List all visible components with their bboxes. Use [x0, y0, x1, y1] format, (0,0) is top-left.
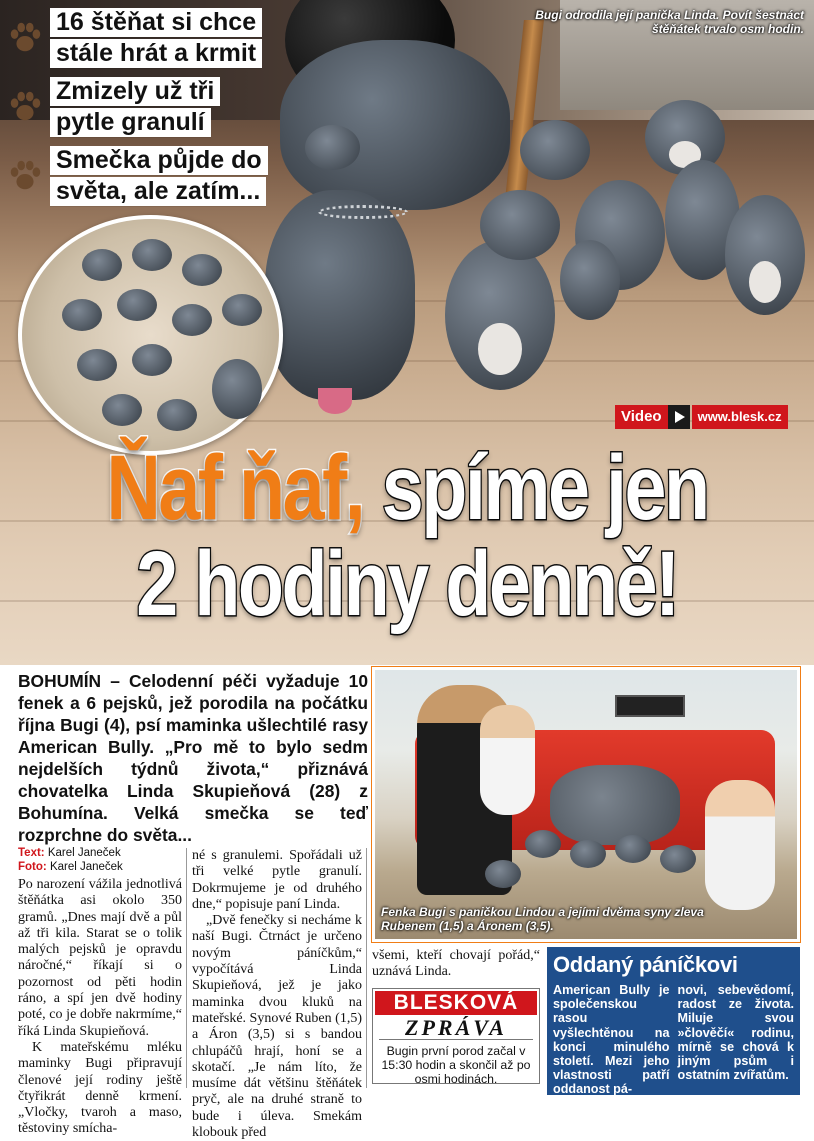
column-divider: [186, 848, 187, 1088]
credit-photo-label: Foto:: [18, 861, 47, 873]
kicker-line: stále hrát a krmit: [50, 39, 262, 68]
puppy: [305, 125, 360, 170]
kicker-item: [6, 77, 282, 139]
flash-text: Bugin první porod začal v 15:30 hodin a skončil až po osmi hodinách.: [381, 1044, 531, 1086]
puppy: [212, 359, 262, 419]
kicker-line: světa, ale zatím...: [50, 177, 266, 206]
puppy: [660, 845, 696, 873]
puppy: [157, 399, 197, 431]
flash-title: BLESKOVÁ: [375, 991, 537, 1015]
kicker-item: [6, 8, 282, 70]
inset-photo-puppies: [18, 215, 283, 455]
puppy: [102, 394, 142, 426]
photo-toddler: [480, 705, 535, 815]
kicker-headlines: [6, 8, 282, 215]
puppy: [62, 299, 102, 331]
puppy: [725, 195, 805, 315]
main-headline: [73, 437, 740, 635]
kicker-item: [6, 146, 282, 208]
puppy: [172, 304, 212, 336]
kicker-line: pytle granulí: [50, 108, 211, 137]
photo-tv: [615, 695, 685, 717]
puppy: [560, 240, 620, 320]
puppy: [520, 120, 590, 180]
mother-dog-head: [265, 190, 415, 400]
credits: [18, 846, 123, 874]
sidebar-title: Oddaný páníčkovi: [553, 952, 738, 977]
body-column-1: [18, 877, 182, 1138]
paw-icon: [6, 18, 44, 56]
puppy: [182, 254, 222, 286]
sidebar-columns: [547, 981, 800, 1099]
credit-photo-author: Karel Janeček: [49, 861, 123, 873]
kicker-line: 16 štěňat si chce: [50, 8, 262, 37]
body-paragraph: K mateřskému mléku maminky Bugi připravují členové její rodiny ještě čtyřikrát denně krmení. „Vločky, tvaroh a maso, těstoviny smícha-: [18, 1039, 182, 1137]
dog-tongue: [318, 388, 352, 414]
body-paragraph: všemi, kteří chovají pořád,“ uznává Linda.: [372, 948, 540, 980]
paw-icon: [6, 156, 44, 194]
sidebar-column-1: American Bully je společenskou rasou vyšlechtěnou na konci minulého století. Mezi jeho vlastnosti patří oddanost pá-: [553, 983, 670, 1097]
puppy: [132, 239, 172, 271]
credit-text-label: Text:: [18, 847, 45, 859]
photo-mother-dog: [550, 765, 680, 845]
flash-news-box: [372, 988, 540, 1084]
sidebar-column-2: novi, sebevědomí, radost ze života. Miluje svou »člověčí« rodinu, mírně se chová k jiným psům i ostatním zvířatům.: [677, 983, 794, 1083]
puppy: [445, 240, 555, 390]
puppy: [615, 835, 651, 863]
puppy: [82, 249, 122, 281]
puppy: [117, 289, 157, 321]
mother-dog-body: [280, 40, 510, 210]
dog-chain-collar: [318, 205, 408, 219]
hero-photo-caption: Bugi odrodila její panička Linda. Povít šestnáct štěňátek trvalo osm hodin.: [535, 8, 804, 36]
video-link[interactable]: [615, 405, 788, 429]
puppy: [132, 344, 172, 376]
family-photo: [372, 667, 800, 942]
headline-orange: Ňaf ňaf,: [106, 437, 364, 539]
family-photo-caption: Fenka Bugi s paničkou Lindou a jejími dvěma syny zleva Rubenem (1,5) a Áronem (3,5).: [381, 905, 704, 933]
kicker-line: Zmizely už tři: [50, 77, 220, 106]
flash-subtitle: ZPRÁVA: [379, 1017, 533, 1040]
video-label[interactable]: Video: [615, 405, 668, 429]
puppy: [570, 840, 606, 868]
video-url[interactable]: www.blesk.cz: [692, 405, 788, 429]
play-icon[interactable]: [668, 405, 690, 429]
puppy: [222, 294, 262, 326]
puppy: [77, 349, 117, 381]
photo-boy: [705, 780, 775, 910]
headline-line-1: [73, 437, 740, 539]
headline-line-2: 2 hodiny denně!: [136, 533, 678, 635]
puppy: [485, 860, 521, 888]
body-paragraph: Po narození vážila jednotlivá štěňátka asi okolo 350 gramů. „Dnes mají dvě a půl až tři kila. Starat se o tolik malých pejsků je opravdu náročné,“ říkají si o pozornost od pěti hodin ráno, a spí jen dvě hodiny poté, co je dobře nakrmíme,“ říká Linda Skupieňová.: [18, 877, 182, 1039]
body-column-2: [192, 848, 362, 1141]
kicker-line: Smečka půjde do: [50, 146, 268, 175]
sidebar-box: [547, 947, 800, 1095]
credit-text-author: Karel Janeček: [47, 847, 121, 859]
body-paragraph: „Dvě fenečky si necháme k naší Bugi. Čtrnáct je určeno novým páníčkům,“ vypočítává Linda Skupieňová, jež je jako maminka dvou kluků na mateřské. Synové Ruben (1,5) a Áron (3,5) si s bandou chlupáčů hrají, honí se a skotačí. „Je nám líto, že musíme dát většinu štěňátek pryč, ale na druhé straně to bude i úleva. Smekám klobouk před: [192, 913, 362, 1141]
lead-paragraph: BOHUMÍN – Celodenní péči vyžaduje 10 fenek a 6 pejsků, jež porodila na počátku října Bugi (4), psí maminka ušlechtilé rasy American Bully. „Pro mě to bylo sedm nejdelších týdnů života,“ přiznává chovatelka Linda Skupieňová (28) z Bohumína. Velká smečka se teď rozprchne do světa...: [18, 671, 368, 845]
paw-icon: [6, 87, 44, 125]
body-column-3: [372, 948, 540, 981]
puppy: [525, 830, 561, 858]
column-divider: [366, 848, 367, 1088]
headline-white: spíme jen: [363, 437, 708, 539]
puppy: [480, 190, 560, 260]
body-paragraph: né s granulemi. Spořádali už tři velké pytle granulí. Dokrmujeme je od druhého dne,“ popisuje paní Linda.: [192, 848, 362, 912]
